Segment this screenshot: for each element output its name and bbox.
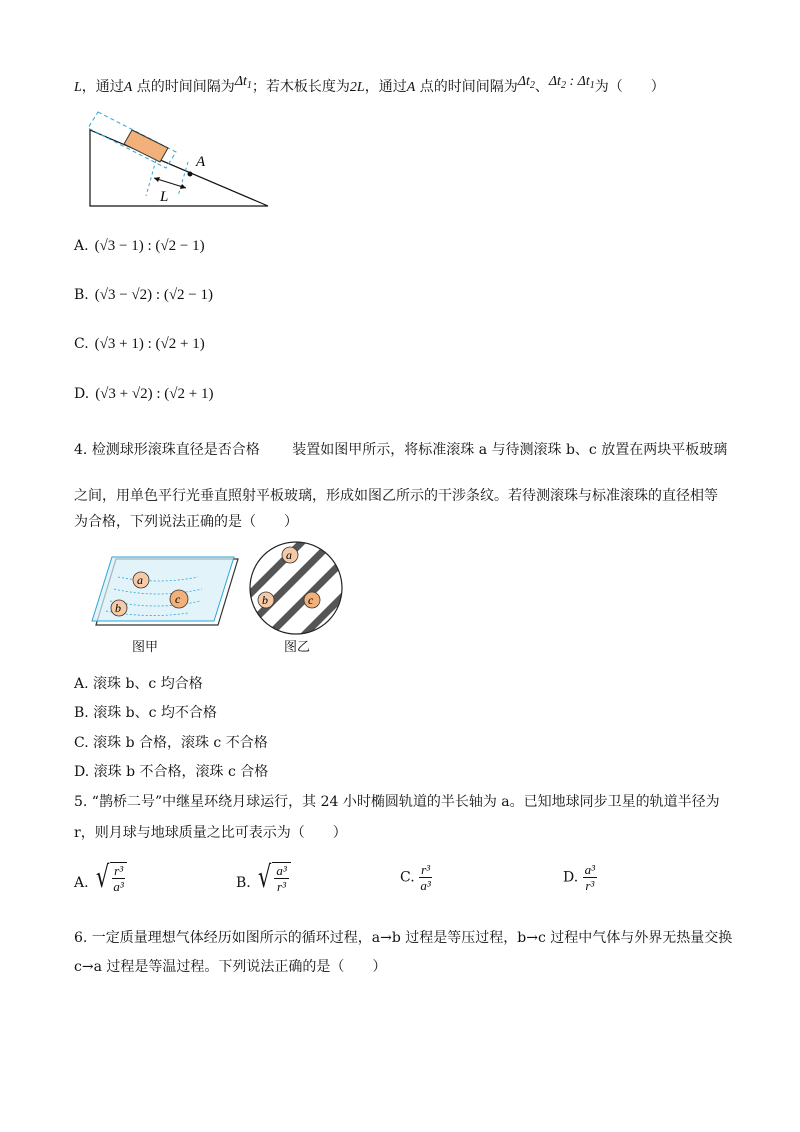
fraction [419,862,432,893]
ball-c-label: c [175,592,181,606]
yi-ball-c-label: c [308,593,314,607]
fraction [112,863,125,894]
q3-stem [74,72,665,98]
option-expr: (√3 − √2) : (√2 − 1) [94,287,214,303]
option-letter: A. [74,676,89,692]
yi-ball-a-label: a [286,548,292,562]
option-expr: (√3 + √2) : (√2 + 1) [95,386,214,402]
option-letter: B. [74,705,89,721]
sqrt-sign: √ $\frac{\text{r³}}{\text{a³}}$ [93,862,127,894]
q3-text: ，通过 [364,79,407,95]
q5-option-B [236,862,291,894]
fraction [583,862,597,893]
ball-b-label: b [115,601,121,615]
numerator: r³ [114,863,124,878]
option-expr: (√3 − 1) : (√2 − 1) [94,238,205,254]
q3-incline-figure [80,108,280,213]
denominator: r³ [277,879,287,894]
q3-option-C [74,334,205,354]
option-letter: B. [236,875,251,891]
q3-ratio-b-sub: 1 [589,80,595,91]
option-letter: C. [400,869,415,886]
q3-dt1-base: Δt [234,74,247,89]
q3-ratio [549,74,595,89]
q5-option-D [563,862,597,893]
q6-stem-line2: c→a 过程是等温过程。下列说法正确的是（ ） [74,959,387,975]
q3-option-D [74,384,213,404]
q3-dt2 [518,74,535,89]
option-letter: B. [74,287,89,303]
q3-ratio-a-sub: 2 [560,80,566,91]
dash-marker-right [178,162,188,196]
option-text: 滚珠 b 合格，滚珠 c 不合格 [93,735,268,751]
q5-option-A [74,862,127,894]
q5-stem-line2: r，则月球与地球质量之比可表示为（ ） [74,825,347,841]
option-expr: (√3 + 1) : (√2 + 1) [94,336,205,352]
denominator: a³ [113,879,124,894]
q4-option-A [74,674,203,694]
incline-triangle [90,130,268,206]
point-A [188,172,193,177]
q3-dt1 [235,74,252,89]
q3-var-2L: 2L [349,80,365,95]
option-text: 滚珠 b 不合格，滚珠 c 合格 [93,764,269,780]
label-A: A [196,154,206,170]
option-letter: A. [74,238,89,254]
option-text: 滚珠 b、c 均合格 [93,676,203,692]
q3-text: ；若木板长度为 [251,79,350,95]
q3-dt2-base: Δt [517,74,530,89]
q4-stem-line1: 4. 检测球形滚珠直径是否合格 装置如图甲所示，将标准滚珠 a 与待测滚珠 b、c 放置在两块平板玻璃 [74,442,728,458]
option-letter: C. [74,735,89,751]
q4-stem-line3: 为合格，下列说法正确的是（ ） [74,514,298,530]
option-letter: D. [74,764,90,780]
label-L: L [160,189,169,205]
q3-dt1-sub: 1 [246,80,252,91]
q5-option-C [400,862,432,893]
q3-var-A2: A [406,80,416,95]
denominator: r³ [585,878,595,893]
q3-text: 点的时间间隔为 [415,79,518,95]
ball-a-label: a [137,573,143,587]
q4-option-C [74,733,268,753]
fraction [274,863,288,894]
q3-dt2-sub: 2 [529,80,535,91]
q3-text: 为（ ） [594,79,665,95]
q6-stem-line1: 6. 一定质量理想气体经历如图所示的循环过程，a→b 过程是等压过程，b→c 过程中气体与外界无热量交换 [74,930,733,946]
numerator: r³ [421,862,431,877]
q4-figure-yi [246,538,346,638]
q3-text: ，通过 [81,79,124,95]
q4-stem-line2: 之间，用单色平行光垂直照射平板玻璃，形成如图乙所示的干涉条纹。若待测滚珠与标准滚珠的直径相等 [74,488,718,504]
q3-option-B [74,285,213,305]
q4-option-D [74,762,268,782]
q3-ratio-colon: : [565,74,578,89]
q3-var-A: A [123,80,133,95]
numerator: a³ [584,862,596,877]
denominator: a³ [420,878,431,893]
q4-figure-jia [88,555,248,635]
option-letter: A. [74,875,89,891]
caption-yi: 图乙 [284,640,311,655]
q4-option-B [74,703,217,723]
option-letter: C. [74,336,89,352]
numerator: a³ [276,863,287,878]
q5-stem-line1: 5. “鹊桥二号”中继星环绕月球运行，其 24 小时椭圆轨道的半长轴为 a。已知地球同步卫星的轨道半径为 [74,794,720,810]
option-letter: D. [563,869,579,886]
q3-ratio-b: Δt [577,74,590,89]
caption-jia: 图甲 [132,640,159,655]
sqrt-sign: √ $\frac{\text{a³}}{\text{r³}}$ [255,862,291,894]
q3-option-A [74,236,205,256]
q3-ratio-a: Δt [548,74,561,89]
q3-text: 点的时间间隔为 [132,79,235,95]
option-letter: D. [74,386,90,402]
q3-sep: 、 [534,79,549,95]
option-text: 滚珠 b、c 均不合格 [93,705,217,721]
yi-ball-b-label: b [262,593,268,607]
q3-var-L: L [74,80,82,95]
